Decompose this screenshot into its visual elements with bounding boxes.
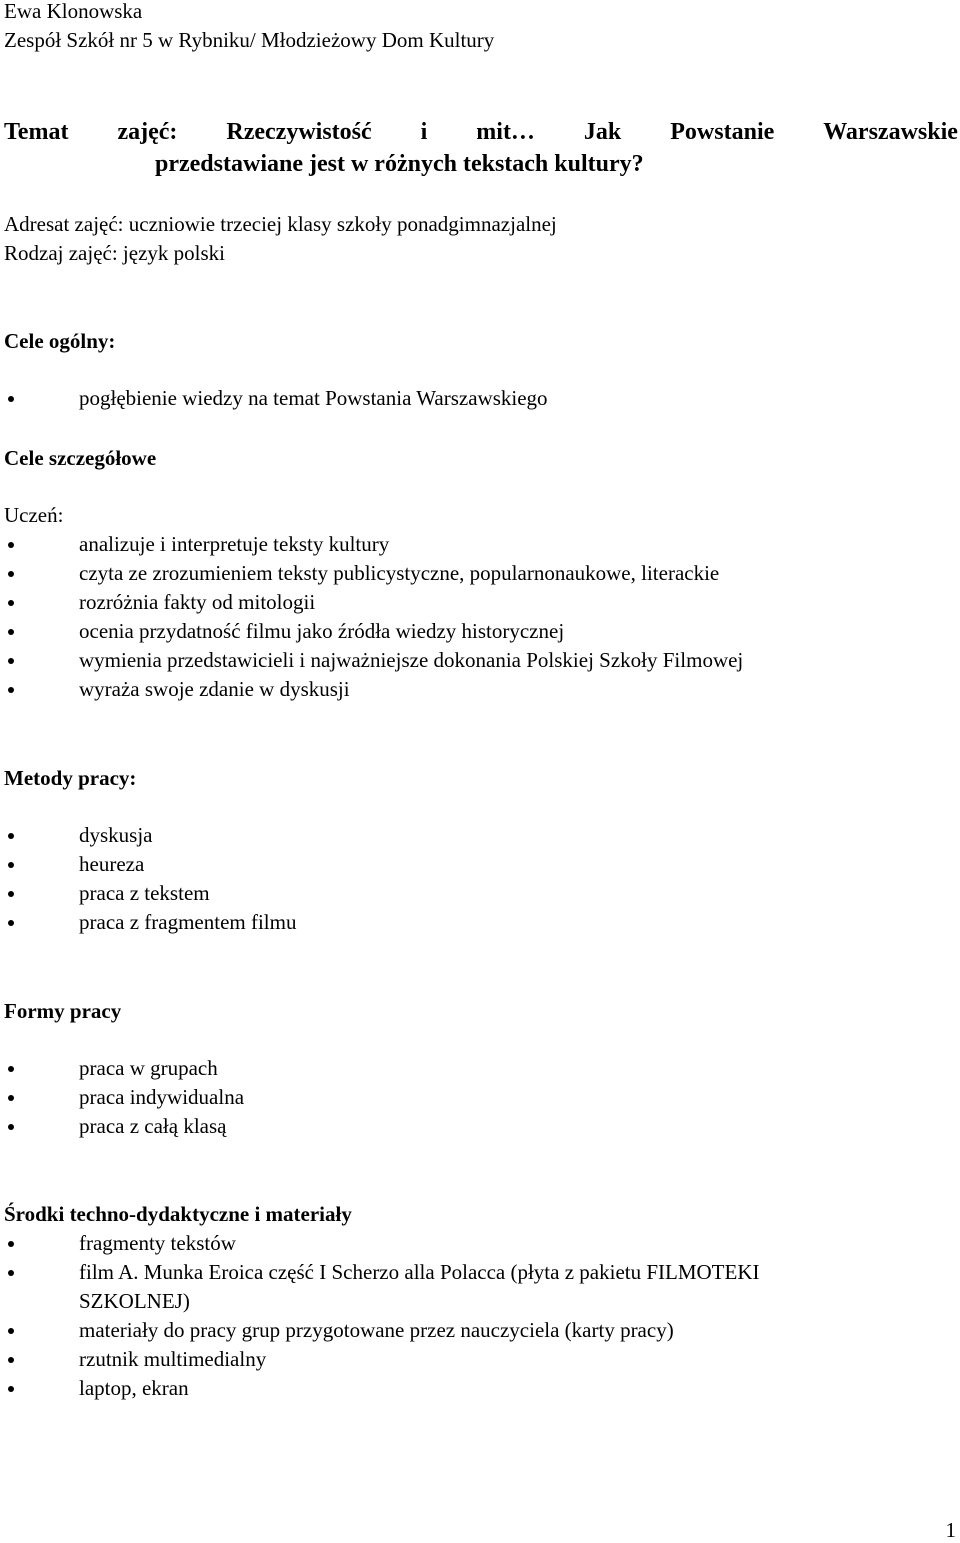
list-item-text: dyskusja (79, 823, 153, 847)
title-word: Powstanie (670, 119, 775, 145)
list-item-text: praca w grupach (79, 1056, 218, 1080)
list-item-text: rozróżnia fakty od mitologii (79, 590, 316, 614)
bullet-icon (8, 1066, 14, 1072)
list-item (0, 1083, 960, 1112)
title-word: Jak (583, 119, 622, 145)
list-item-text: rzutnik multimedialny (79, 1347, 267, 1371)
list-item (0, 879, 960, 908)
list-item (0, 821, 960, 850)
bullet-icon (8, 1386, 14, 1392)
bullet-icon (8, 833, 14, 839)
list-item (0, 530, 960, 559)
author-name: Ewa Klonowska (4, 0, 143, 23)
bullet-icon (8, 862, 14, 868)
list-item-text: laptop, ekran (79, 1376, 189, 1400)
section-heading-srodki: Środki techno-dydaktyczne i materiały (4, 1202, 352, 1226)
list-item (0, 908, 960, 937)
list-item-text: praca z tekstem (79, 881, 210, 905)
bullet-icon (8, 1124, 14, 1130)
title-word: Warszawskie (823, 119, 958, 145)
section-subheading-uczen: Uczeń: (4, 503, 64, 527)
list-item-text-continuation: SZKOLNEJ) (79, 1289, 190, 1313)
list-item-text: fragmenty tekstów (79, 1231, 236, 1255)
section-heading-cele-ogolne: Cele ogólny: (4, 329, 116, 353)
bullet-icon (8, 1270, 14, 1276)
list-item-text: praca indywidualna (79, 1085, 245, 1109)
list-item (0, 559, 960, 588)
list-item-text: analizuje i interpretuje teksty kultury (79, 532, 390, 556)
list-item-text: heureza (79, 852, 145, 876)
bullet-icon (8, 571, 14, 577)
list-item-text: ocenia przydatność filmu jako źródła wiedzy historycznej (79, 619, 565, 643)
title-word: mit… (476, 119, 535, 145)
list-item (0, 675, 960, 704)
bullet-icon (8, 1357, 14, 1363)
bullet-icon (8, 1328, 14, 1334)
section-heading-formy: Formy pracy (4, 999, 122, 1023)
list-item (0, 850, 960, 879)
lesson-title (4, 116, 958, 148)
section-heading-cele-szczegolowe: Cele szczegółowe (4, 446, 157, 470)
list-item-text: wyraża swoje zdanie w dyskusji (79, 677, 350, 701)
list-item (0, 384, 960, 413)
section-heading-metody: Metody pracy: (4, 766, 137, 790)
list-item (0, 1054, 960, 1083)
list-item (0, 1345, 960, 1374)
list-item (0, 588, 960, 617)
list-item (0, 1229, 960, 1258)
bullet-icon (8, 600, 14, 606)
title-word: i (420, 119, 428, 145)
list-item-text: wymienia przedstawicieli i najważniejsze dokonania Polskiej Szkoły Filmowej (79, 648, 744, 672)
bullet-icon (8, 891, 14, 897)
list-item (0, 1258, 960, 1316)
bullet-icon (8, 1095, 14, 1101)
bullet-icon (8, 658, 14, 664)
list-item (0, 1112, 960, 1141)
bullet-icon (8, 920, 14, 926)
page-number: 1 (945, 1518, 956, 1542)
lesson-title-continuation: przedstawiane jest w różnych tekstach kultury? (155, 151, 644, 177)
title-word: Rzeczywistość (226, 119, 372, 145)
list-item-text: materiały do pracy grup przygotowane przez nauczyciela (karty pracy) (79, 1318, 674, 1342)
title-word: Temat (4, 119, 69, 145)
list-item-text: pogłębienie wiedzy na temat Powstania Warszawskiego (79, 386, 548, 410)
list-item-text: film A. Munka Eroica część I Scherzo alla Polacca (płyta z pakietu FILMOTEKI (79, 1260, 760, 1284)
bullet-icon (8, 687, 14, 693)
list-item-text: praca z całą klasą (79, 1114, 227, 1138)
list-item-text: czyta ze zrozumieniem teksty publicystyczne, popularnonaukowe, literackie (79, 561, 720, 585)
list-item (0, 617, 960, 646)
adresat-line: Adresat zajęć: uczniowie trzeciej klasy szkoły ponadgimnazjalnej (4, 212, 557, 236)
list-item (0, 1316, 960, 1345)
bullet-icon (8, 629, 14, 635)
list-item-text: praca z fragmentem filmu (79, 910, 297, 934)
bullet-icon (8, 1241, 14, 1247)
list-item (0, 646, 960, 675)
title-word: zajęć: (117, 119, 178, 145)
institution-name: Zespół Szkół nr 5 w Rybniku/ Młodzieżowy Dom Kultury (4, 28, 495, 52)
bullet-icon (8, 396, 14, 402)
bullet-icon (8, 542, 14, 548)
rodzaj-line: Rodzaj zajęć: język polski (4, 241, 226, 265)
list-item (0, 1374, 960, 1403)
